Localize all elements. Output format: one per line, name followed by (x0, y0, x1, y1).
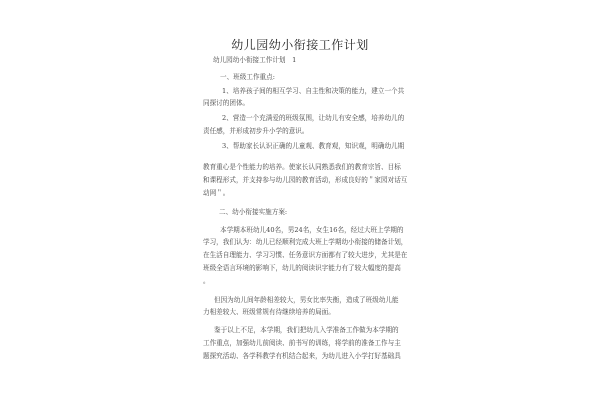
paragraph-line: 力相差较大、班级常规有待继续培养的局面。 (203, 308, 335, 316)
section-heading-2: 二、幼小衔接实施方案: (219, 208, 288, 216)
paragraph-line: 在生活自理能力、学习习惯、任务意识方面都有了较大进步，尤其是在 (203, 251, 408, 259)
paragraph-line: 和课程形式，并支持参与幼儿园的教育活动，形成良好的＂家园对话互 (203, 176, 408, 184)
section-heading-1: 一、班级工作重点: (220, 73, 275, 81)
paragraph-line: 学习，我们认为：幼儿已经顺利完成大班上学期幼小衔接的储备计划， (203, 238, 408, 246)
paragraph-line: 。 (203, 277, 210, 285)
paragraph-line: 1、培养孩子间的相互学习、自主性和决策的能力，建立一个共 (222, 87, 405, 95)
paragraph-line: 责任感，并形成初步升小学的意识。 (203, 127, 309, 135)
paragraph-line: 动网＂。 (203, 189, 230, 197)
paragraph-line: 工作重点，加强幼儿前阅读、前书写的训练，将学前的准备工作与主 (203, 339, 401, 347)
paragraph-line: 题探究活动、各学科教学有机结合起来，为幼儿进入小学打好基础具 (203, 352, 401, 360)
document-title: 幼儿园幼小衔接工作计划 (231, 38, 369, 52)
document-subtitle: 幼儿园幼小衔接工作计划 1 (213, 56, 297, 64)
paragraph-line: 但因为幼儿间年龄相差较大，男女比率失衡，造成了班级幼儿能 (214, 296, 399, 304)
paragraph-line: 鉴于以上不足，本学期，我们把幼儿入学准备工作做为本学期的 (214, 326, 399, 334)
paragraph-line: 同探讨的团体。 (203, 99, 250, 107)
paragraph-line: 3、帮助家长认识正确的儿童观、教育观，知识观，明确幼儿期 (222, 142, 405, 150)
paragraph-line: 2、营造一个充满爱的班级氛围，让幼儿有安全感，培养幼儿的 (222, 114, 405, 122)
paragraph-line: 班级全语言环境的影响下，幼儿的阅读识字能力有了较大幅度的提高 (203, 264, 401, 272)
paragraph-line: 教育重心是个性能力的培养。使家长认同熟悉我们的教育宗旨、目标 (203, 163, 401, 171)
paragraph-line: 本学期本班幼儿40名，男24名，女生16名，经过大班上学期的 (220, 226, 404, 234)
